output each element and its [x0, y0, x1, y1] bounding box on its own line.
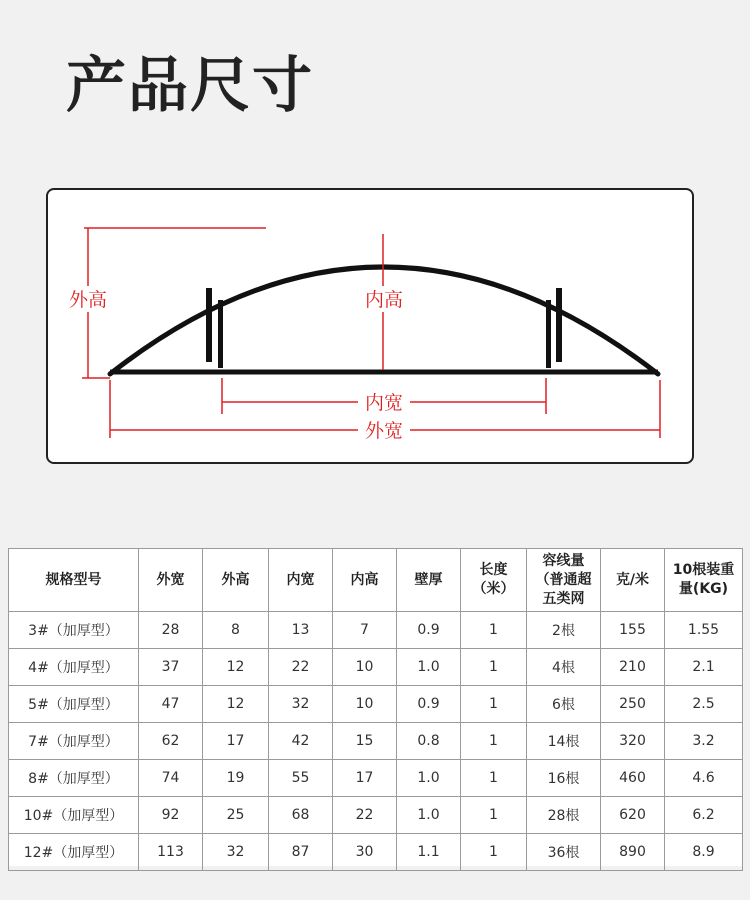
header-outer-width: 外宽 — [139, 549, 203, 612]
inner-width-label: 内宽 — [364, 392, 404, 414]
cell-wall-thickness: 1.0 — [397, 649, 461, 686]
cell-model: 10#（加厚型） — [9, 797, 139, 834]
header-grams-per-meter: 克/米 — [601, 549, 665, 612]
page-title: 产品尺寸 — [66, 51, 314, 121]
cell-inner-width: 32 — [269, 686, 333, 723]
cell-cable-capacity: 2根 — [527, 612, 601, 649]
right-inner-wall — [556, 288, 562, 362]
cell-model: 4#（加厚型） — [9, 649, 139, 686]
cell-grams-per-meter: 460 — [601, 760, 665, 797]
cell-inner-height: 15 — [333, 723, 397, 760]
table-row — [9, 834, 743, 871]
cell-outer-height: 19 — [203, 760, 269, 797]
cell-model: 7#（加厚型） — [9, 723, 139, 760]
cross-section-diagram — [46, 188, 694, 464]
cell-pack-weight: 3.2 — [665, 723, 743, 760]
header-inner-width: 内宽 — [269, 549, 333, 612]
cell-inner-width: 13 — [269, 612, 333, 649]
cell-cable-capacity: 28根 — [527, 797, 601, 834]
cell-wall-thickness: 0.8 — [397, 723, 461, 760]
cell-pack-weight: 2.1 — [665, 649, 743, 686]
table-row — [9, 649, 743, 686]
cell-outer-width: 113 — [139, 834, 203, 871]
cross-section-svg — [48, 190, 696, 466]
table-row — [9, 723, 743, 760]
cell-inner-height: 10 — [333, 649, 397, 686]
cell-wall-thickness: 0.9 — [397, 686, 461, 723]
cell-model: 12#（加厚型） — [9, 834, 139, 871]
cell-inner-width: 22 — [269, 649, 333, 686]
cell-outer-height: 32 — [203, 834, 269, 871]
cell-inner-width: 42 — [269, 723, 333, 760]
cell-inner-width: 87 — [269, 834, 333, 871]
cell-model: 8#（加厚型） — [9, 760, 139, 797]
cell-outer-height: 17 — [203, 723, 269, 760]
cell-wall-thickness: 1.0 — [397, 797, 461, 834]
cell-length: 1 — [461, 797, 527, 834]
cell-wall-thickness: 1.1 — [397, 834, 461, 871]
cell-outer-width: 37 — [139, 649, 203, 686]
cell-inner-height: 17 — [333, 760, 397, 797]
cell-outer-width: 62 — [139, 723, 203, 760]
cell-outer-width: 92 — [139, 797, 203, 834]
cell-inner-height: 22 — [333, 797, 397, 834]
cover-arc — [110, 267, 658, 374]
left-inner-wall — [206, 288, 212, 362]
cell-cable-capacity: 36根 — [527, 834, 601, 871]
header-pack-weight: 10根装重量(KG) — [665, 549, 743, 612]
table-row — [9, 686, 743, 723]
cell-length: 1 — [461, 686, 527, 723]
spec-table — [8, 548, 743, 871]
cell-outer-height: 8 — [203, 612, 269, 649]
cell-inner-height: 10 — [333, 686, 397, 723]
cell-wall-thickness: 0.9 — [397, 612, 461, 649]
cell-length: 1 — [461, 612, 527, 649]
cell-grams-per-meter: 320 — [601, 723, 665, 760]
header-wall-thickness: 壁厚 — [397, 549, 461, 612]
cell-outer-height: 25 — [203, 797, 269, 834]
cell-length: 1 — [461, 834, 527, 871]
header-cable-capacity: 容线量（普通超五类网 — [527, 549, 601, 612]
cell-outer-height: 12 — [203, 686, 269, 723]
cell-cable-capacity: 4根 — [527, 649, 601, 686]
cell-cable-capacity: 16根 — [527, 760, 601, 797]
header-outer-height: 外高 — [203, 549, 269, 612]
table-row — [9, 797, 743, 834]
cell-inner-height: 30 — [333, 834, 397, 871]
left-inner-lip — [218, 300, 223, 368]
cell-pack-weight: 8.9 — [665, 834, 743, 871]
cell-pack-weight: 4.6 — [665, 760, 743, 797]
table-row — [9, 612, 743, 649]
header-length: 长度（米） — [461, 549, 527, 612]
cell-outer-width: 74 — [139, 760, 203, 797]
cell-model: 5#（加厚型） — [9, 686, 139, 723]
cell-pack-weight: 1.55 — [665, 612, 743, 649]
cell-pack-weight: 6.2 — [665, 797, 743, 834]
cell-outer-height: 12 — [203, 649, 269, 686]
table-row — [9, 760, 743, 797]
header-model: 规格型号 — [9, 549, 139, 612]
outer-width-label: 外宽 — [364, 420, 404, 442]
cell-wall-thickness: 1.0 — [397, 760, 461, 797]
cell-cable-capacity: 14根 — [527, 723, 601, 760]
spec-table-wrap — [8, 548, 742, 866]
header-inner-height: 内高 — [333, 549, 397, 612]
cell-cable-capacity: 6根 — [527, 686, 601, 723]
cell-outer-width: 47 — [139, 686, 203, 723]
cell-inner-width: 55 — [269, 760, 333, 797]
cell-grams-per-meter: 155 — [601, 612, 665, 649]
cell-outer-width: 28 — [139, 612, 203, 649]
cell-grams-per-meter: 890 — [601, 834, 665, 871]
cell-grams-per-meter: 250 — [601, 686, 665, 723]
right-inner-lip — [546, 300, 551, 368]
cell-length: 1 — [461, 649, 527, 686]
inner-height-label: 内高 — [364, 289, 404, 311]
cell-inner-width: 68 — [269, 797, 333, 834]
cell-length: 1 — [461, 723, 527, 760]
cell-length: 1 — [461, 760, 527, 797]
cell-pack-weight: 2.5 — [665, 686, 743, 723]
cell-grams-per-meter: 210 — [601, 649, 665, 686]
cell-model: 3#（加厚型） — [9, 612, 139, 649]
cell-grams-per-meter: 620 — [601, 797, 665, 834]
cell-inner-height: 7 — [333, 612, 397, 649]
table-header-row — [9, 549, 743, 612]
outer-height-label: 外高 — [68, 289, 108, 311]
